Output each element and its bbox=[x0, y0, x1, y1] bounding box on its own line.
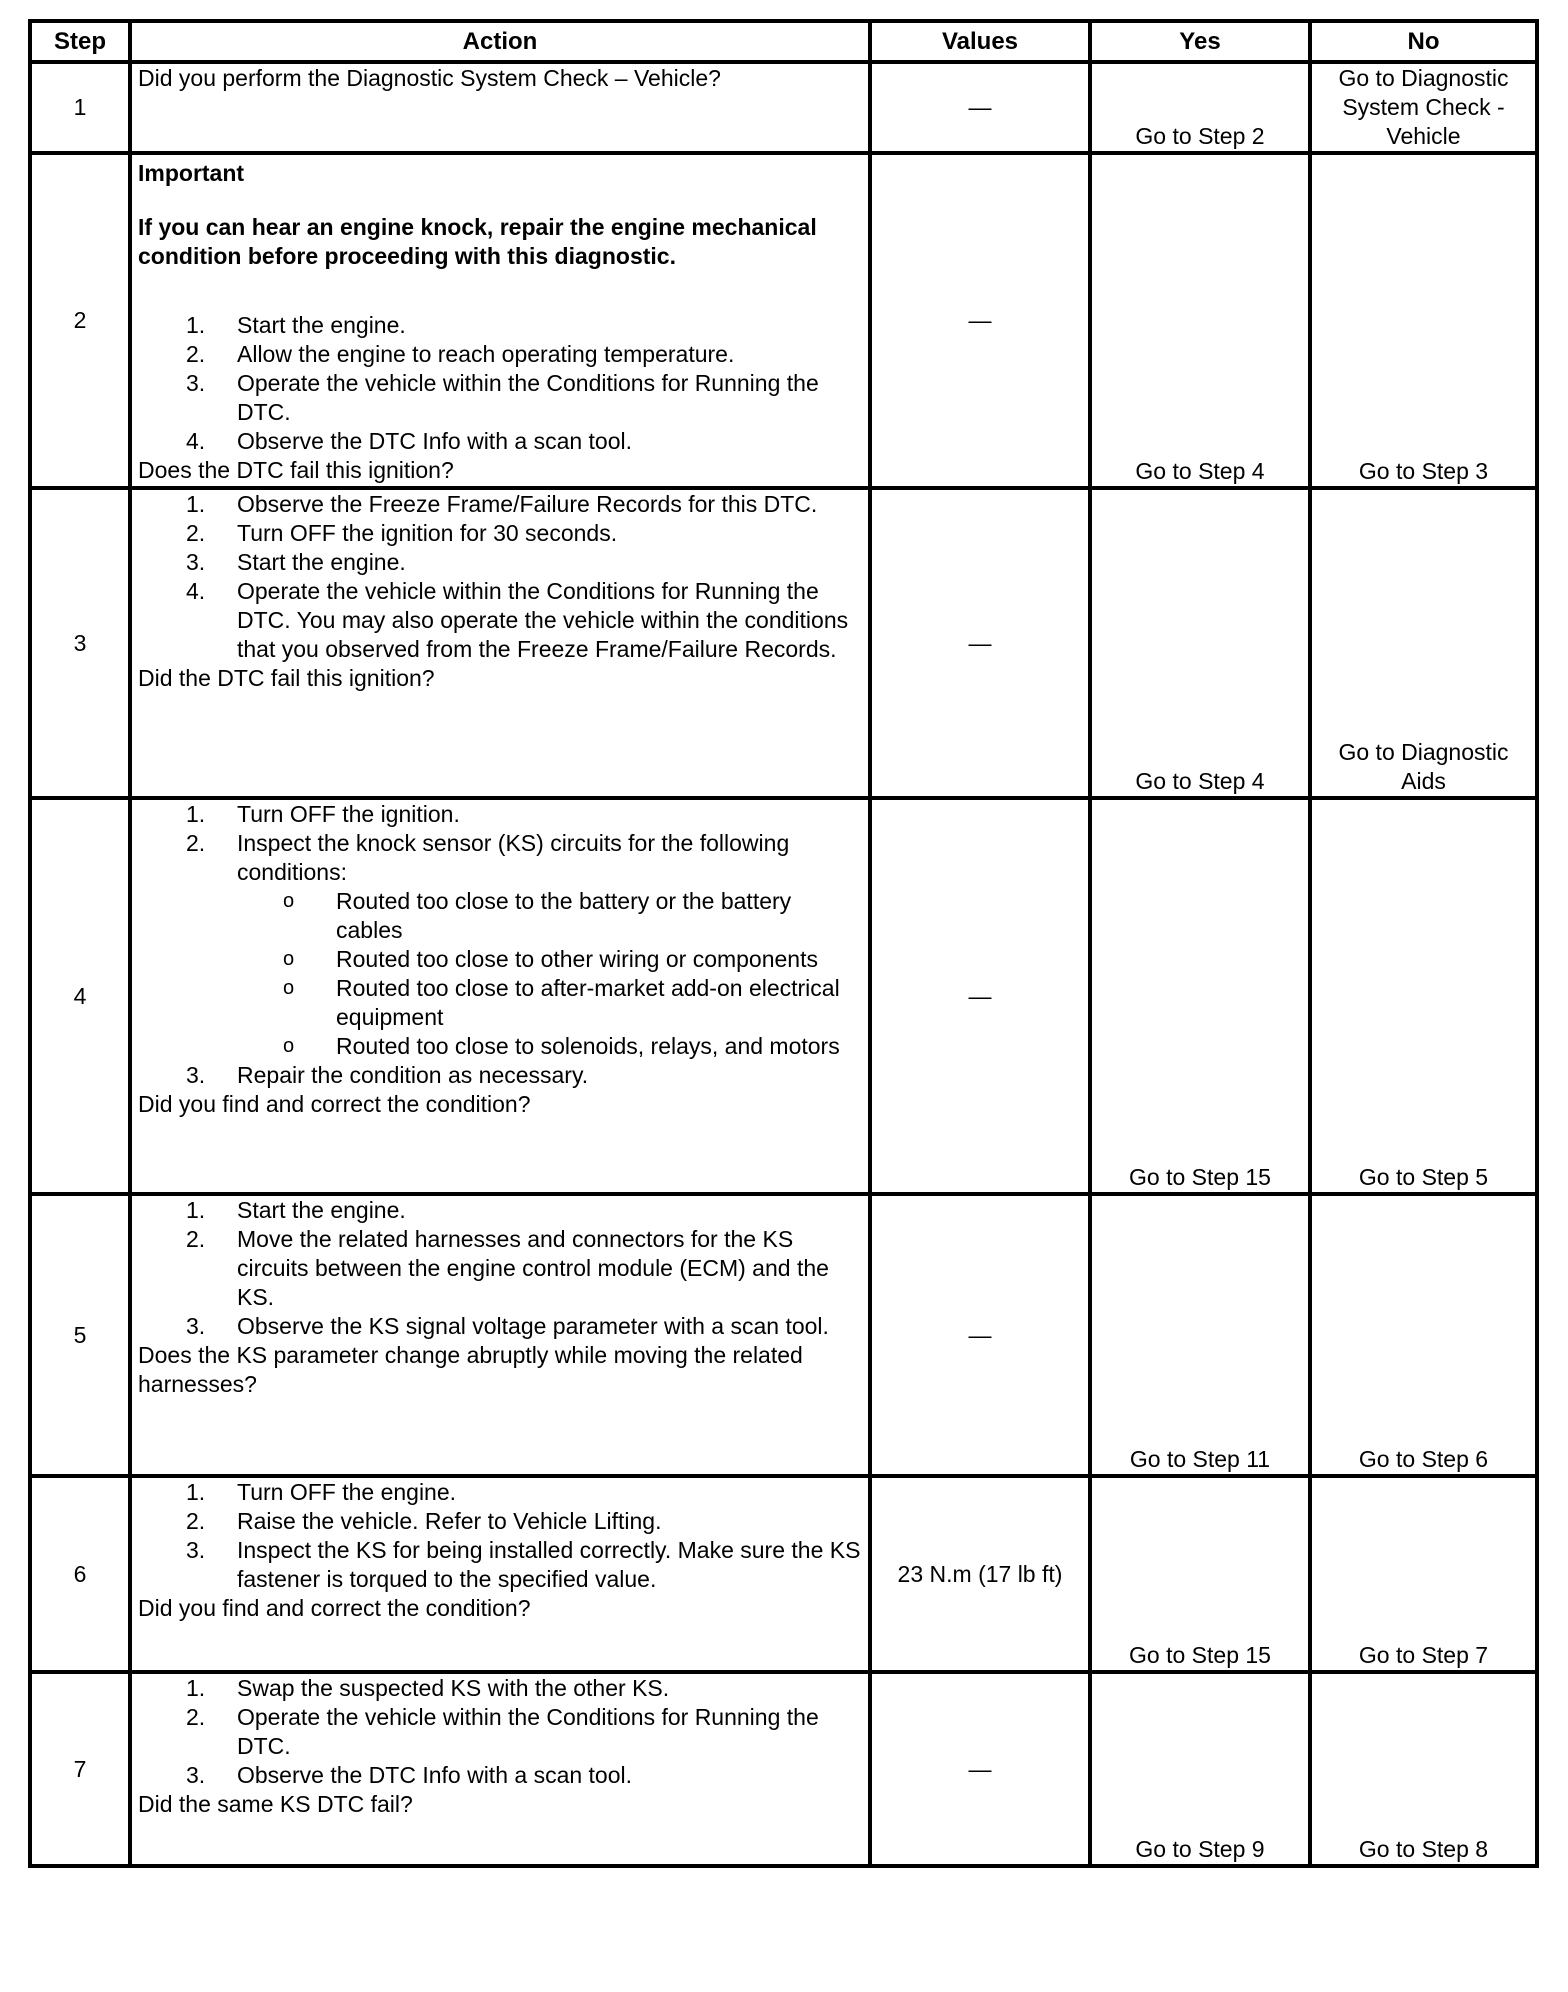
bullet-icon: o bbox=[283, 890, 295, 912]
step-list bbox=[138, 800, 862, 1090]
no-cell: Go to Step 8 bbox=[1310, 1672, 1537, 1866]
yes-cell: Go to Step 15 bbox=[1090, 1476, 1310, 1672]
yes-cell: Go to Step 9 bbox=[1090, 1672, 1310, 1866]
sub-list-item: o Routed too close to solenoids, relays, and motors bbox=[283, 1033, 840, 1059]
no-cell: Go to Step 6 bbox=[1310, 1194, 1537, 1476]
list-item: 4. Observe the DTC Info with a scan tool. bbox=[186, 428, 633, 454]
values-cell: — bbox=[870, 153, 1090, 488]
yes-cell: Go to Step 4 bbox=[1090, 488, 1310, 798]
list-item: 2. Move the related harnesses and connectors for the KS circuits between the engine control module (ECM) and the KS. bbox=[186, 1226, 829, 1310]
question-text: Did you perform the Diagnostic System Check – Vehicle? bbox=[138, 65, 721, 91]
list-item: 1. Observe the Freeze Frame/Failure Records for this DTC. bbox=[186, 491, 818, 517]
question-text: Does the DTC fail this ignition? bbox=[138, 457, 454, 483]
yes-cell: Go to Step 2 bbox=[1090, 62, 1310, 153]
action-cell bbox=[130, 488, 870, 798]
action-cell bbox=[130, 1194, 870, 1476]
list-item: 1. Start the engine. bbox=[186, 1197, 406, 1223]
list-item: 2. Operate the vehicle within the Conditions for Running the DTC. bbox=[186, 1704, 819, 1759]
list-item: 1. Swap the suspected KS with the other KS. bbox=[186, 1675, 670, 1701]
step-list bbox=[138, 1196, 862, 1341]
list-item: 3. Start the engine. bbox=[186, 549, 406, 575]
list-item: 2. Inspect the knock sensor (KS) circuits for the following conditions: o Routed too close to the battery or the battery cables o Routed too close to other wiring or components o Routed too close to after-market add-on electrical equipment o Routed too close to solenoids, relays, and motors bbox=[138, 829, 862, 1061]
header-action: Action bbox=[130, 21, 870, 62]
header-no: No bbox=[1310, 21, 1537, 62]
important-note: If you can hear an engine knock, repair the engine mechanical condition before proceeding with this diagnostic. bbox=[138, 214, 817, 269]
step-number: 4 bbox=[30, 798, 130, 1194]
step-number: 2 bbox=[30, 153, 130, 488]
yes-cell: Go to Step 15 bbox=[1090, 798, 1310, 1194]
list-item: 2. Raise the vehicle. Refer to Vehicle Lifting. bbox=[186, 1508, 662, 1534]
values-cell: — bbox=[870, 1194, 1090, 1476]
header-row bbox=[30, 21, 1537, 62]
list-item: 3. Repair the condition as necessary. bbox=[186, 1062, 589, 1088]
header-values: Values bbox=[870, 21, 1090, 62]
sub-list-item: o Routed too close to the battery or the battery cables bbox=[283, 888, 792, 943]
no-cell: Go to Diagnostic Aids bbox=[1310, 488, 1537, 798]
values-cell: — bbox=[870, 488, 1090, 798]
list-item: 1. Start the engine. bbox=[186, 312, 406, 338]
question-text: Did you find and correct the condition? bbox=[138, 1595, 531, 1621]
action-cell bbox=[130, 62, 870, 153]
no-cell: Go to Diagnostic System Check - Vehicle bbox=[1310, 62, 1537, 153]
question-text: Did you find and correct the condition? bbox=[138, 1091, 531, 1117]
question-text: Did the same KS DTC fail? bbox=[138, 1791, 413, 1817]
values-cell: — bbox=[870, 1672, 1090, 1866]
step-number: 5 bbox=[30, 1194, 130, 1476]
yes-cell: Go to Step 11 bbox=[1090, 1194, 1310, 1476]
table-row bbox=[30, 62, 1537, 153]
question-text: Does the KS parameter change abruptly while moving the related harnesses? bbox=[138, 1342, 803, 1397]
list-item: 3. Inspect the KS for being installed correctly. Make sure the KS fastener is torqued to the specified value. bbox=[186, 1537, 861, 1592]
values-cell: 23 N.m (17 lb ft) bbox=[870, 1476, 1090, 1672]
list-item: 4. Operate the vehicle within the Conditions for Running the DTC. You may also operate the vehicle within the conditions that you observed from the Freeze Frame/Failure Records. bbox=[186, 578, 849, 662]
action-cell bbox=[130, 1672, 870, 1866]
step-list bbox=[138, 1674, 862, 1790]
bullet-icon: o bbox=[283, 948, 295, 970]
sub-list bbox=[237, 887, 862, 1061]
step-list bbox=[138, 490, 862, 664]
important-label: Important bbox=[138, 160, 245, 186]
yes-cell: Go to Step 4 bbox=[1090, 153, 1310, 488]
action-cell bbox=[130, 153, 870, 488]
table-row bbox=[30, 153, 1537, 488]
list-item: 2. Allow the engine to reach operating temperature. bbox=[186, 341, 735, 367]
list-item: 1. Turn OFF the engine. bbox=[186, 1479, 457, 1505]
table-row bbox=[30, 1476, 1537, 1672]
table-row bbox=[30, 1194, 1537, 1476]
table-row bbox=[30, 1672, 1537, 1866]
list-item: 3. Observe the DTC Info with a scan tool. bbox=[186, 1762, 633, 1788]
bullet-icon: o bbox=[283, 1035, 295, 1057]
values-cell: — bbox=[870, 798, 1090, 1194]
step-number: 1 bbox=[30, 62, 130, 153]
step-number: 3 bbox=[30, 488, 130, 798]
no-cell: Go to Step 5 bbox=[1310, 798, 1537, 1194]
step-list bbox=[138, 311, 862, 456]
list-item: 3. Observe the KS signal voltage parameter with a scan tool. bbox=[186, 1313, 829, 1339]
no-cell: Go to Step 3 bbox=[1310, 153, 1537, 488]
bullet-icon: o bbox=[283, 977, 295, 999]
list-item: 2. Turn OFF the ignition for 30 seconds. bbox=[186, 520, 618, 546]
no-cell: Go to Step 7 bbox=[1310, 1476, 1537, 1672]
action-cell bbox=[130, 798, 870, 1194]
step-number: 7 bbox=[30, 1672, 130, 1866]
sub-list-item: o Routed too close to after-market add-on electrical equipment bbox=[283, 975, 840, 1030]
list-item: 1. Turn OFF the ignition. bbox=[186, 801, 460, 827]
header-yes: Yes bbox=[1090, 21, 1310, 62]
question-text: Did the DTC fail this ignition? bbox=[138, 665, 435, 691]
values-cell: — bbox=[870, 62, 1090, 153]
table-row bbox=[30, 798, 1537, 1194]
table-row bbox=[30, 488, 1537, 798]
sub-list-item: o Routed too close to other wiring or components bbox=[283, 946, 818, 972]
step-list bbox=[138, 1478, 862, 1594]
diagnostic-table bbox=[28, 19, 1539, 1868]
list-item: 3. Operate the vehicle within the Conditions for Running the DTC. bbox=[186, 370, 819, 425]
step-number: 6 bbox=[30, 1476, 130, 1672]
action-cell bbox=[130, 1476, 870, 1672]
header-step: Step bbox=[30, 21, 130, 62]
